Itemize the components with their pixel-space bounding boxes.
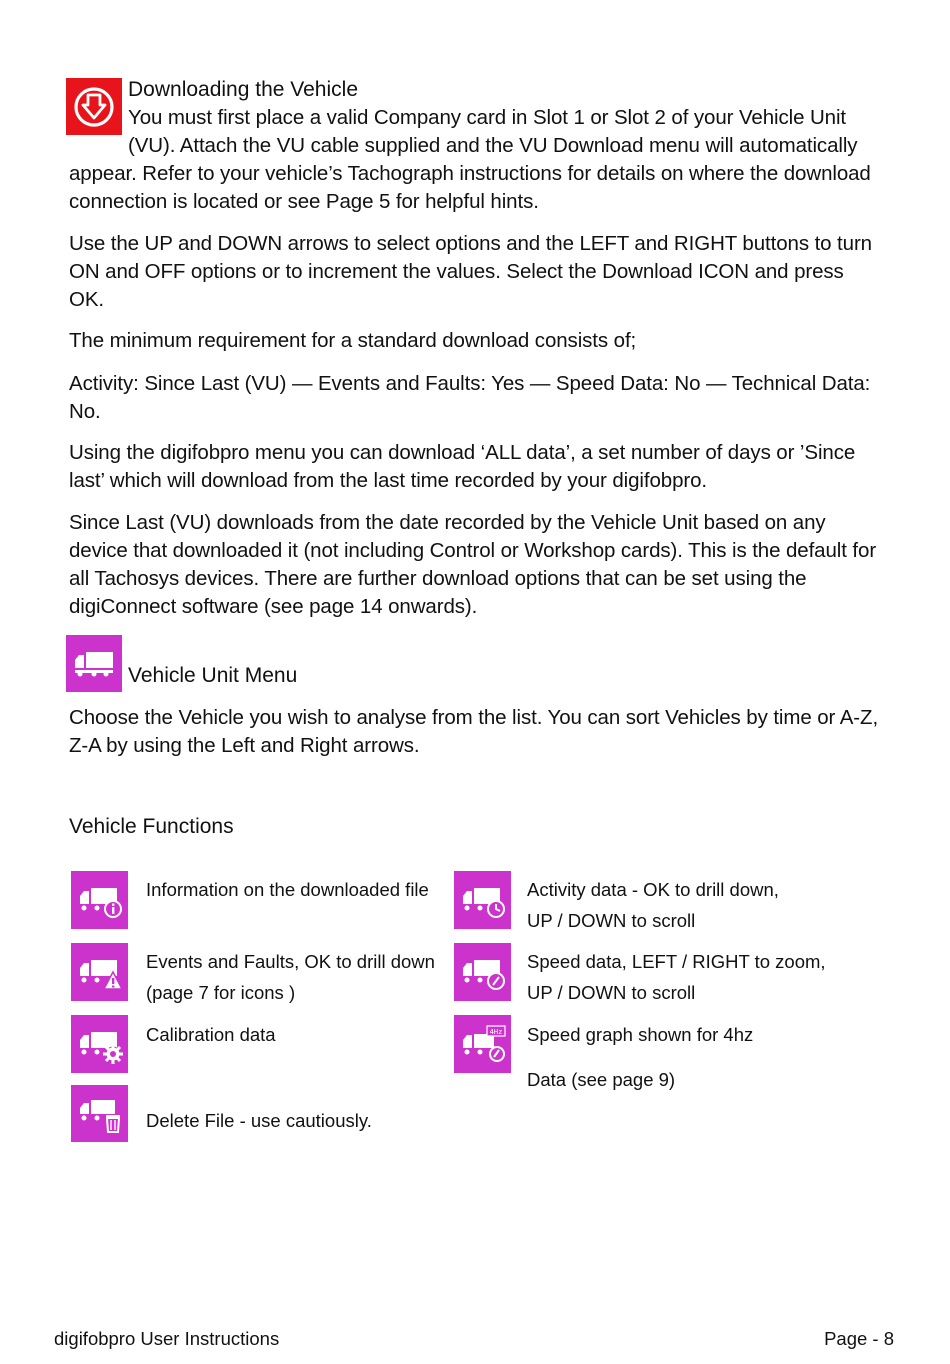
vehicle-functions-title: Vehicle Functions <box>69 815 234 838</box>
download-intro-line-1: You must first place a valid Company card in Slot 1 or Slot 2 of your Vehicle Unit <box>128 106 847 129</box>
truck-clock-icon <box>454 871 511 929</box>
truck-speedometer-icon <box>454 943 511 1001</box>
download-intro-rest: appear. Refer to your vehicle’s Tachograph instructions for details on where the download connection is located or see Page 5 for helpful hints. <box>69 162 871 213</box>
function-calibration-line-1: Calibration data <box>146 1024 276 1045</box>
paragraph-since-last: Since Last (VU) downloads from the date recorded by the Vehicle Unit based on any device that downloaded it (not including Control or Workshop cards). This is the default for all Tachosys devices. There are further download options that can be set using the digiConnect software (see page 14 onwards). <box>69 511 877 618</box>
function-events-line-1: Events and Faults, OK to drill down <box>146 951 435 972</box>
download-intro-line-2: (VU). Attach the VU cable supplied and the VU Download menu will automatically <box>128 134 858 157</box>
paragraph-activity: Activity: Since Last (VU) — Events and Faults: Yes — Speed Data: No — Technical Data: No. <box>69 372 871 423</box>
download-icon <box>66 78 122 135</box>
footer-left: digifobpro User Instructions <box>54 1328 280 1349</box>
function-info-line-1: Information on the downloaded file <box>146 879 429 900</box>
download-title: Downloading the Vehicle <box>128 78 358 101</box>
function-4hz-line-1: Speed graph shown for 4hz <box>527 1024 754 1045</box>
paragraph-menu: Using the digifobpro menu you can download ‘ALL data’, a set number of days or ’Since last’ which will download from the last time recorded by your digifobpro. <box>69 441 856 492</box>
function-speed-line-2: UP / DOWN to scroll <box>527 982 696 1003</box>
vehicle-unit-menu-icon <box>66 635 122 692</box>
footer-page-number: Page - 8 <box>824 1328 894 1349</box>
paragraph-minimum: The minimum requirement for a standard download consists of; <box>69 329 637 352</box>
truck-4hz-icon <box>454 1015 511 1073</box>
vu-menu-title: Vehicle Unit Menu <box>128 664 298 687</box>
function-activity-line-1: Activity data - OK to drill down, <box>527 879 779 900</box>
function-events-line-2: (page 7 for icons ) <box>146 982 296 1003</box>
function-activity-line-2: UP / DOWN to scroll <box>527 910 696 931</box>
vu-menu-description: Choose the Vehicle you wish to analyse from the list. You can sort Vehicles by time or A-Z, Z-A by using the Left and Right arrows. <box>69 706 879 757</box>
function-delete-line-1: Delete File - use cautiously. <box>146 1110 372 1131</box>
function-4hz-extra-line: Data (see page 9) <box>527 1069 676 1090</box>
truck-trash-icon <box>71 1085 128 1142</box>
function-speed-line-1: Speed data, LEFT / RIGHT to zoom, <box>527 951 826 972</box>
truck-info-icon <box>71 871 128 929</box>
svg-text:4Hz: 4Hz <box>489 1028 502 1036</box>
truck-gear-icon <box>71 1015 128 1073</box>
paragraph-arrows: Use the UP and DOWN arrows to select options and the LEFT and RIGHT buttons to turn ON and OFF options or to increment the values. Select the Download ICON and press OK. <box>69 232 872 311</box>
truck-warning-icon <box>71 943 128 1001</box>
